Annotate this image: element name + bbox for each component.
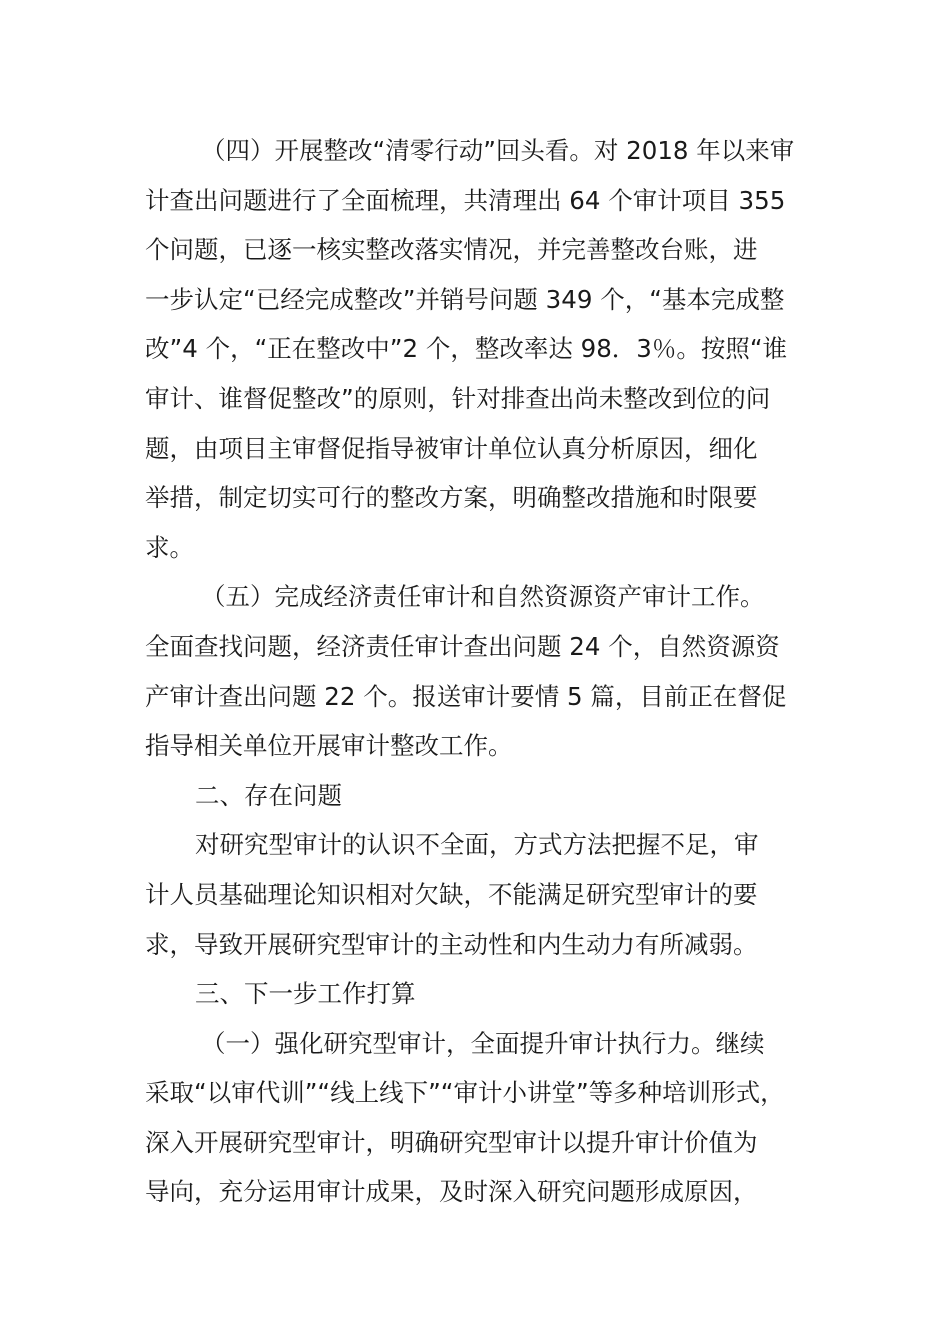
- paragraph-section-five: [145, 572, 805, 770]
- text-line: 指导相关单位开展审计整改工作。: [145, 731, 513, 761]
- text-line: 导向，充分运用审计成果，及时深入研究问题形成原因，: [145, 1177, 758, 1207]
- paragraph-plan-one: [145, 1019, 805, 1217]
- text-line: （一）强化研究型审计，全面提升审计执行力。继续: [201, 1028, 765, 1058]
- document-body: [145, 126, 805, 1217]
- paragraph-problems: [145, 820, 805, 969]
- text-line: 题，由项目主审督促指导被审计单位认真分析原因，细化: [145, 433, 758, 463]
- text-line: 采取“以审代训”“线上线下”“审计小讲堂”等多种培训形式，: [145, 1078, 785, 1108]
- text-line: 改”4 个，“正在整改中”2 个，整改率达 98．3％。按照“谁: [145, 334, 788, 364]
- text-line: 求，导致开展研究型审计的主动性和内生动力有所减弱。: [145, 929, 758, 959]
- text-line: 举措，制定切实可行的整改方案，明确整改措施和时限要: [145, 483, 758, 513]
- text-line: 求。: [145, 532, 194, 562]
- text-line: 对研究型审计的认识不全面，方式方法把握不足，审: [195, 830, 759, 860]
- heading-next-steps: 三、下一步工作打算: [195, 979, 416, 1009]
- text-line: （五）完成经济责任审计和自然资源资产审计工作。: [201, 582, 765, 612]
- text-line: 计查出问题进行了全面梳理，共清理出 64 个审计项目 355: [145, 185, 786, 215]
- text-line: 计人员基础理论知识相对欠缺，不能满足研究型审计的要: [145, 879, 758, 909]
- text-line: 一步认定“已经完成整改”并销号问题 349 个，“基本完成整: [145, 284, 785, 314]
- text-line: 审计、谁督促整改”的原则，针对排查出尚未整改到位的问: [145, 383, 771, 413]
- text-line: 产审计查出问题 22 个。报送审计要情 5 篇，目前正在督促: [145, 681, 787, 711]
- paragraph-section-four: [145, 126, 805, 572]
- text-line: （四）开展整改“清零行动”回头看。对 2018 年以来审: [201, 136, 795, 165]
- text-line: 个问题，已逐一核实整改落实情况，并完善整改台账，进: [145, 235, 758, 265]
- text-line: 深入开展研究型审计，明确研究型审计以提升审计价值为: [145, 1127, 758, 1157]
- text-line: 全面查找问题，经济责任审计查出问题 24 个，自然资源资: [145, 631, 780, 661]
- heading-existing-problems: 二、存在问题: [195, 780, 342, 810]
